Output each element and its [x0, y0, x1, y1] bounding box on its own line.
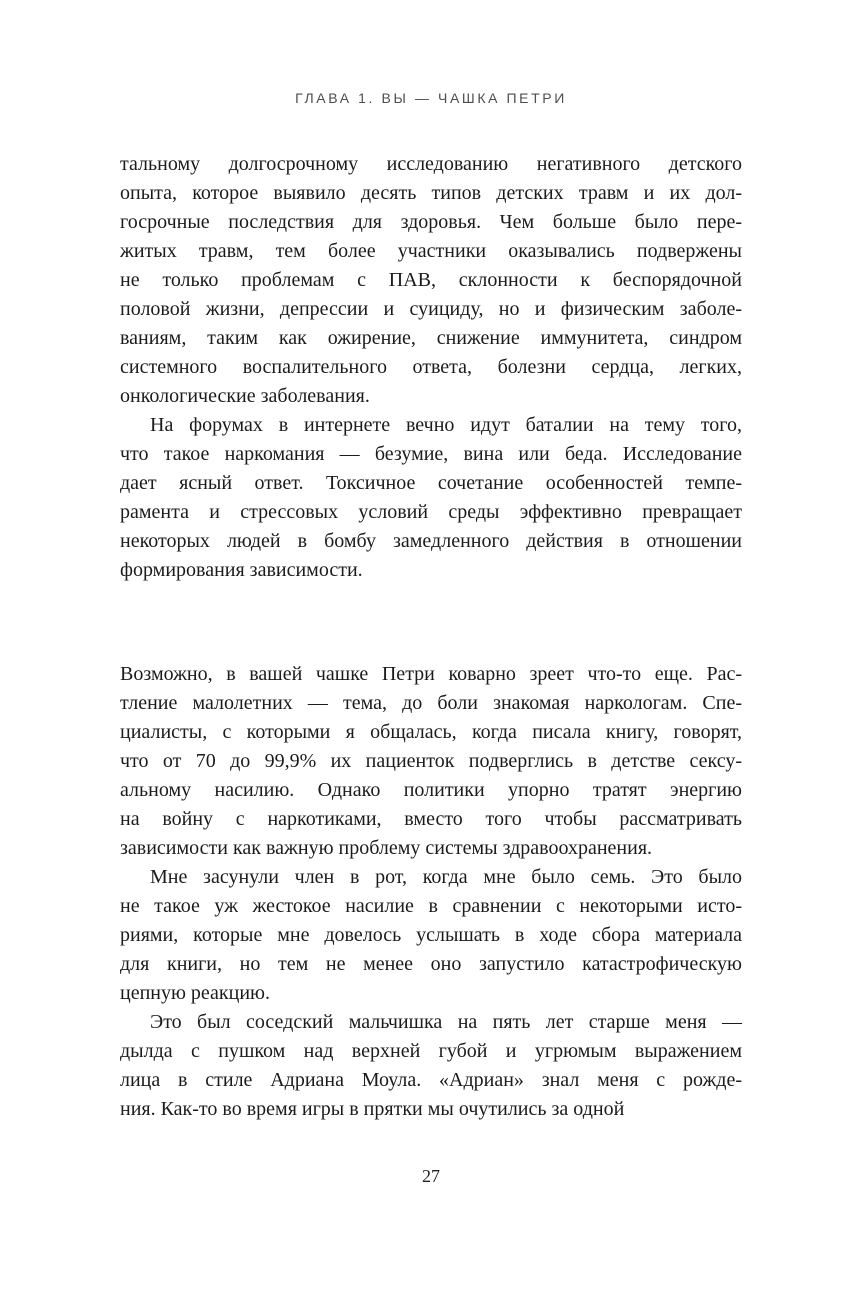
text-line: некоторых людей в бомбу замедленного действия в отношении: [120, 530, 742, 552]
text-line: Возможно, в вашей чашке Петри коварно зреет что-то еще. Рас-: [120, 663, 742, 685]
body-text-column: [120, 150, 742, 1124]
text-line: дает ясный ответ. Токсичное сочетание особенностей темпе-: [120, 472, 742, 494]
paragraph: [120, 863, 742, 1008]
text-line: опыта, которое выявило десять типов детских травм и их дол-: [120, 182, 742, 204]
text-line: Это был соседский мальчишка на пять лет старше меня —: [150, 1011, 742, 1033]
text-line: ния. Как-то во время игры в прятки мы очутились за одной: [120, 1098, 625, 1120]
text-line: тление малолетних — тема, до боли знакомая наркологам. Спе-: [120, 692, 742, 714]
text-line: для книги, но тем не менее оно запустило катастрофическую: [120, 953, 742, 975]
text-line: на войну с наркотиками, вместо того чтобы рассматривать: [120, 808, 742, 830]
text-line: госрочные последствия для здоровья. Чем больше было пере-: [120, 211, 742, 233]
text-line: рамента и стрессовых условий среды эффективно превращает: [120, 501, 742, 523]
text-line: ваниям, таким как ожирение, снижение иммунитета, синдром: [120, 327, 742, 349]
text-line: что такое наркомания — безумие, вина или беда. Исследование: [120, 443, 742, 465]
text-line: не такое уж жестокое насилие в сравнении с некоторыми исто-: [120, 895, 742, 917]
text-line: На форумах в интернете вечно идут баталии на тему того,: [150, 414, 742, 436]
paragraph: [120, 150, 742, 411]
text-line: Мне засунули член в рот, когда мне было семь. Это было: [150, 866, 742, 888]
paragraph: [120, 660, 742, 863]
chapter-running-head: ГЛАВА 1. ВЫ — ЧАШКА ПЕТРИ: [295, 90, 567, 106]
text-line: что от 70 до 99,9% их пациенток подверглись в детстве сексу-: [120, 750, 742, 772]
text-line: системного воспалительного ответа, болезни сердца, легких,: [120, 356, 742, 378]
text-line: тальному долгосрочному исследованию негативного детского: [120, 153, 742, 175]
text-line: половой жизни, депрессии и суициду, но и физическим заболе-: [120, 298, 742, 320]
text-line: лица в стиле Адриана Моула. «Адриан» знал меня с рожде-: [120, 1069, 742, 1091]
text-line: не только проблемам с ПАВ, склонности к беспорядочной: [120, 269, 742, 291]
text-line: формирования зависимости.: [120, 559, 363, 581]
text-line: зависимости как важную проблему системы здравоохранения.: [120, 837, 653, 859]
text-line: циалисты, с которыми я общалась, когда писала книгу, говорят,: [120, 721, 742, 743]
text-line: житых травм, тем более участники оказывались подвержены: [120, 240, 742, 262]
paragraph: [120, 411, 742, 585]
text-line: онкологические заболевания.: [120, 385, 370, 407]
text-line: цепную реакцию.: [120, 982, 270, 1004]
page-number: 27: [422, 1166, 440, 1186]
text-line: дылда с пушком над верхней губой и угрюмым выражением: [120, 1040, 742, 1062]
text-line: риями, которые мне довелось услышать в ходе сбора материала: [120, 924, 742, 946]
paragraph: [120, 1008, 742, 1124]
text-line: альному насилию. Однако политики упорно тратят энергию: [120, 779, 742, 801]
